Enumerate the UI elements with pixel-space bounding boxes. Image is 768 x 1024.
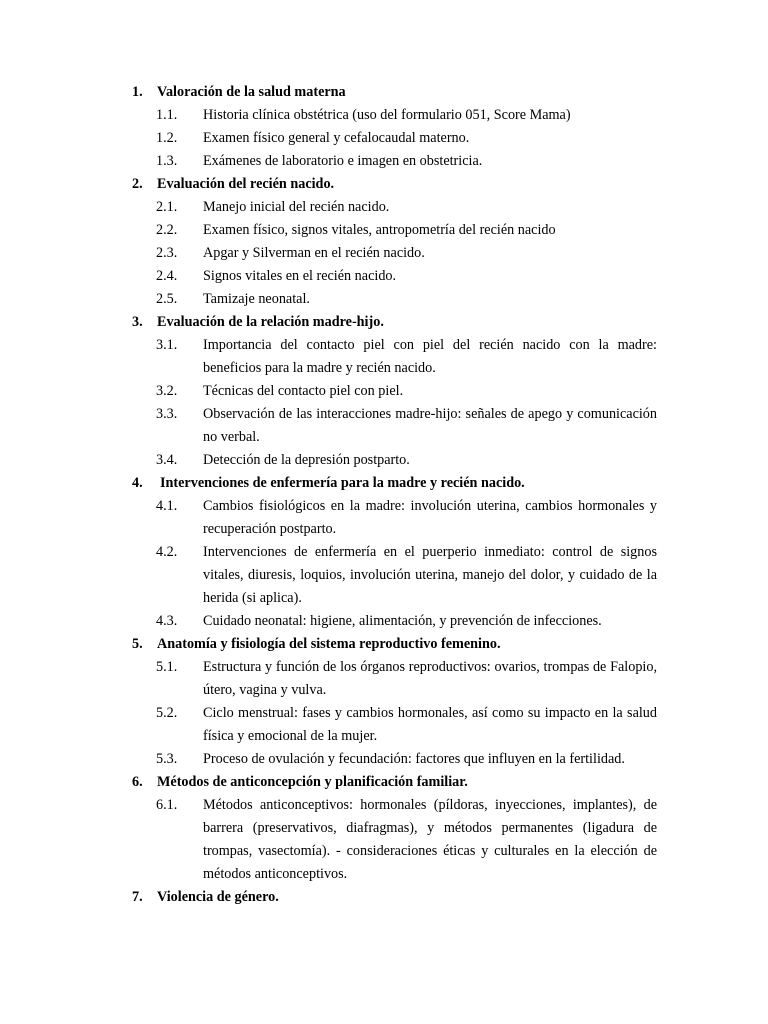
list-item	[0, 150, 768, 173]
item-number: 3.3.	[156, 406, 178, 422]
section-1	[0, 81, 768, 173]
item-number: 4.3.	[156, 613, 178, 629]
item-text: Detección de la depresión postparto.	[203, 452, 410, 468]
item-text: Técnicas del contacto piel con piel.	[203, 383, 404, 399]
item-text: Cambios fisiológicos en la madre: involución uterina, cambios hormonales y recuperación postparto.	[203, 498, 657, 537]
item-text: Historia clínica obstétrica (uso del formulario 051, Score Mama)	[203, 107, 571, 123]
item-text: Observación de las interacciones madre-hijo: señales de apego y comunicación no verbal.	[203, 406, 657, 445]
item-text: Intervenciones de enfermería en el puerperio inmediato: control de signos vitales, diuresis, loquios, involución uterina, manejo del dolor, y cuidado de la herida (si aplica).	[203, 544, 657, 606]
list-item	[0, 196, 768, 219]
item-text: Cuidado neonatal: higiene, alimentación, y prevención de infecciones.	[203, 613, 602, 629]
list-item	[0, 219, 768, 242]
list-item	[0, 104, 768, 127]
item-number: 2.4.	[156, 268, 178, 284]
section-heading	[0, 771, 768, 794]
section-6	[0, 771, 768, 886]
item-text: Examen físico, signos vitales, antropometría del recién nacido	[203, 222, 556, 238]
item-number: 2.1.	[156, 199, 178, 215]
item-number: 3.2.	[156, 383, 178, 399]
section-title: Métodos de anticoncepción y planificación familiar.	[157, 774, 468, 790]
item-text: Importancia del contacto piel con piel del recién nacido con la madre: beneficios para la madre y recién nacido.	[203, 337, 657, 376]
list-item	[0, 265, 768, 288]
section-number: 3.	[132, 314, 143, 330]
item-text: Tamizaje neonatal.	[203, 291, 310, 307]
section-heading	[0, 886, 768, 909]
section-title: Evaluación de la relación madre-hijo.	[157, 314, 384, 330]
list-item	[0, 380, 768, 403]
section-heading	[0, 472, 768, 495]
syllabus-list	[0, 81, 768, 909]
item-number: 3.1.	[156, 337, 178, 353]
list-item	[0, 242, 768, 265]
item-text: Proceso de ovulación y fecundación: factores que influyen en la fertilidad.	[203, 751, 625, 767]
section-heading	[0, 173, 768, 196]
item-number: 2.2.	[156, 222, 178, 238]
item-number: 5.3.	[156, 751, 178, 767]
item-number: 5.2.	[156, 705, 178, 721]
item-number: 3.4.	[156, 452, 178, 468]
item-text: Signos vitales en el recién nacido.	[203, 268, 397, 284]
section-title: Violencia de género.	[157, 889, 279, 905]
item-text: Estructura y función de los órganos reproductivos: ovarios, trompas de Falopio, útero, vagina y vulva.	[203, 659, 657, 698]
section-number: 6.	[132, 774, 143, 790]
list-item	[0, 334, 768, 380]
item-text: Examen físico general y cefalocaudal materno.	[203, 130, 470, 146]
item-number: 2.3.	[156, 245, 178, 261]
section-number: 2.	[132, 176, 143, 192]
item-number: 4.2.	[156, 544, 178, 560]
section-heading	[0, 81, 768, 104]
list-item	[0, 702, 768, 748]
list-item	[0, 127, 768, 150]
section-heading	[0, 311, 768, 334]
list-item	[0, 288, 768, 311]
list-item	[0, 610, 768, 633]
section-number: 7.	[132, 889, 143, 905]
list-item	[0, 449, 768, 472]
section-title: Valoración de la salud materna	[157, 84, 346, 100]
list-item	[0, 794, 768, 886]
item-number: 6.1.	[156, 797, 178, 813]
section-2	[0, 173, 768, 311]
item-text: Manejo inicial del recién nacido.	[203, 199, 390, 215]
list-item	[0, 403, 768, 449]
item-number: 1.1.	[156, 107, 178, 123]
list-item	[0, 495, 768, 541]
section-number: 1.	[132, 84, 143, 100]
section-title: Anatomía y fisiología del sistema reproductivo femenino.	[157, 636, 501, 652]
section-3	[0, 311, 768, 472]
section-5	[0, 633, 768, 771]
item-number: 4.1.	[156, 498, 178, 514]
section-4	[0, 472, 768, 633]
item-text: Exámenes de laboratorio e imagen en obstetricia.	[203, 153, 483, 169]
section-7	[0, 886, 768, 909]
item-text: Métodos anticonceptivos: hormonales (píldoras, inyecciones, implantes), de barrera (preservativos, diafragmas), y métodos permanentes (ligadura de trompas, vasectomía). - consideraciones éticas y culturales en la elección de métodos anticonceptivos.	[203, 797, 657, 882]
item-number: 2.5.	[156, 291, 178, 307]
item-number: 1.3.	[156, 153, 178, 169]
item-number: 5.1.	[156, 659, 178, 675]
section-title: Evaluación del recién nacido.	[157, 176, 335, 192]
list-item	[0, 541, 768, 610]
item-number: 1.2.	[156, 130, 178, 146]
section-number: 4.	[132, 475, 143, 491]
section-title: Intervenciones de enfermería para la madre y recién nacido.	[160, 475, 525, 491]
list-item	[0, 748, 768, 771]
item-text: Ciclo menstrual: fases y cambios hormonales, así como su impacto en la salud física y emocional de la mujer.	[203, 705, 657, 744]
item-text: Apgar y Silverman en el recién nacido.	[203, 245, 425, 261]
list-item	[0, 656, 768, 702]
section-heading	[0, 633, 768, 656]
section-number: 5.	[132, 636, 143, 652]
